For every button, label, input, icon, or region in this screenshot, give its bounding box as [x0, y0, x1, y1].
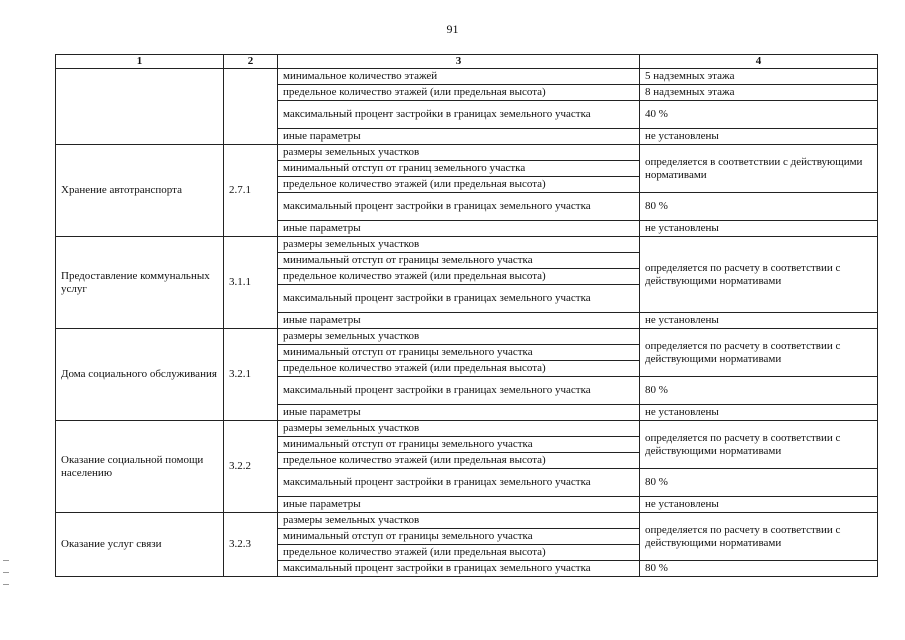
value-cell: не установлены [640, 221, 878, 237]
param-cell: минимальное количество этажей [278, 69, 640, 85]
param-cell: иные параметры [278, 313, 640, 329]
value-cell: определяется в соответствии с действующими нормативами [640, 145, 878, 193]
value-cell: 80 % [640, 561, 878, 577]
header-row [56, 55, 878, 69]
param-cell: размеры земельных участков [278, 329, 640, 345]
param-cell: иные параметры [278, 221, 640, 237]
value-cell: 80 % [640, 377, 878, 405]
param-cell: иные параметры [278, 405, 640, 421]
param-cell: предельное количество этажей (или предельная высота) [278, 453, 640, 469]
use-code-cell [224, 69, 278, 145]
param-cell: максимальный процент застройки в границах земельного участка [278, 561, 640, 577]
value-cell: не установлены [640, 405, 878, 421]
value-cell: не установлены [640, 313, 878, 329]
param-cell: минимальный отступ от границы земельного участка [278, 345, 640, 361]
value-cell: не установлены [640, 129, 878, 145]
use-name-cell: Дома социального обслуживания [56, 329, 224, 421]
param-cell: иные параметры [278, 497, 640, 513]
use-code-cell: 3.2.3 [224, 513, 278, 577]
param-cell: иные параметры [278, 129, 640, 145]
value-cell: 5 надземных этажа [640, 69, 878, 85]
param-cell: предельное количество этажей (или предельная высота) [278, 545, 640, 561]
table-row [56, 421, 878, 437]
value-cell: 40 % [640, 101, 878, 129]
use-name-cell [56, 69, 224, 145]
value-cell: определяется по расчету в соответствии с действующими нормативами [640, 237, 878, 313]
column-header-1: 1 [56, 55, 224, 69]
param-cell: предельное количество этажей (или предельная высота) [278, 85, 640, 101]
param-cell: предельное количество этажей (или предельная высота) [278, 361, 640, 377]
table-row [56, 145, 878, 161]
table-row [56, 513, 878, 529]
column-header-3: 3 [278, 55, 640, 69]
table-row [56, 69, 878, 85]
param-cell: размеры земельных участков [278, 421, 640, 437]
param-cell: минимальный отступ от границы земельного участка [278, 529, 640, 545]
use-code-cell: 2.7.1 [224, 145, 278, 237]
column-header-4: 4 [640, 55, 878, 69]
param-cell: размеры земельных участков [278, 237, 640, 253]
table-row [56, 329, 878, 345]
param-cell: максимальный процент застройки в границах земельного участка [278, 193, 640, 221]
param-cell: минимальный отступ от границ земельного участка [278, 161, 640, 177]
param-cell: предельное количество этажей (или предельная высота) [278, 269, 640, 285]
param-cell: максимальный процент застройки в границах земельного участка [278, 101, 640, 129]
param-cell: максимальный процент застройки в границах земельного участка [278, 469, 640, 497]
use-name-cell: Хранение автотранспорта [56, 145, 224, 237]
value-cell: определяется по расчету в соответствии с действующими нормативами [640, 329, 878, 377]
scan-edge-mark [3, 584, 9, 585]
use-code-cell: 3.1.1 [224, 237, 278, 329]
table-row [56, 237, 878, 253]
param-cell: минимальный отступ от границы земельного участка [278, 437, 640, 453]
use-code-cell: 3.2.2 [224, 421, 278, 513]
value-cell: 8 надземных этажа [640, 85, 878, 101]
use-name-cell: Предоставление коммунальных услуг [56, 237, 224, 329]
value-cell: не установлены [640, 497, 878, 513]
param-cell: размеры земельных участков [278, 513, 640, 529]
param-cell: максимальный процент застройки в границах земельного участка [278, 285, 640, 313]
param-cell: максимальный процент застройки в границах земельного участка [278, 377, 640, 405]
scan-edge-mark [3, 560, 9, 561]
use-name-cell: Оказание социальной помощи населению [56, 421, 224, 513]
use-code-cell: 3.2.1 [224, 329, 278, 421]
param-cell: предельное количество этажей (или предельная высота) [278, 177, 640, 193]
column-header-2: 2 [224, 55, 278, 69]
scan-edge-mark [3, 572, 9, 573]
value-cell: определяется по расчету в соответствии с действующими нормативами [640, 421, 878, 469]
param-cell: минимальный отступ от границы земельного участка [278, 253, 640, 269]
param-cell: размеры земельных участков [278, 145, 640, 161]
use-name-cell: Оказание услуг связи [56, 513, 224, 577]
value-cell: 80 % [640, 469, 878, 497]
value-cell: 80 % [640, 193, 878, 221]
value-cell: определяется по расчету в соответствии с действующими нормативами [640, 513, 878, 561]
page-number: 91 [446, 22, 459, 36]
regulations-table [55, 54, 878, 577]
